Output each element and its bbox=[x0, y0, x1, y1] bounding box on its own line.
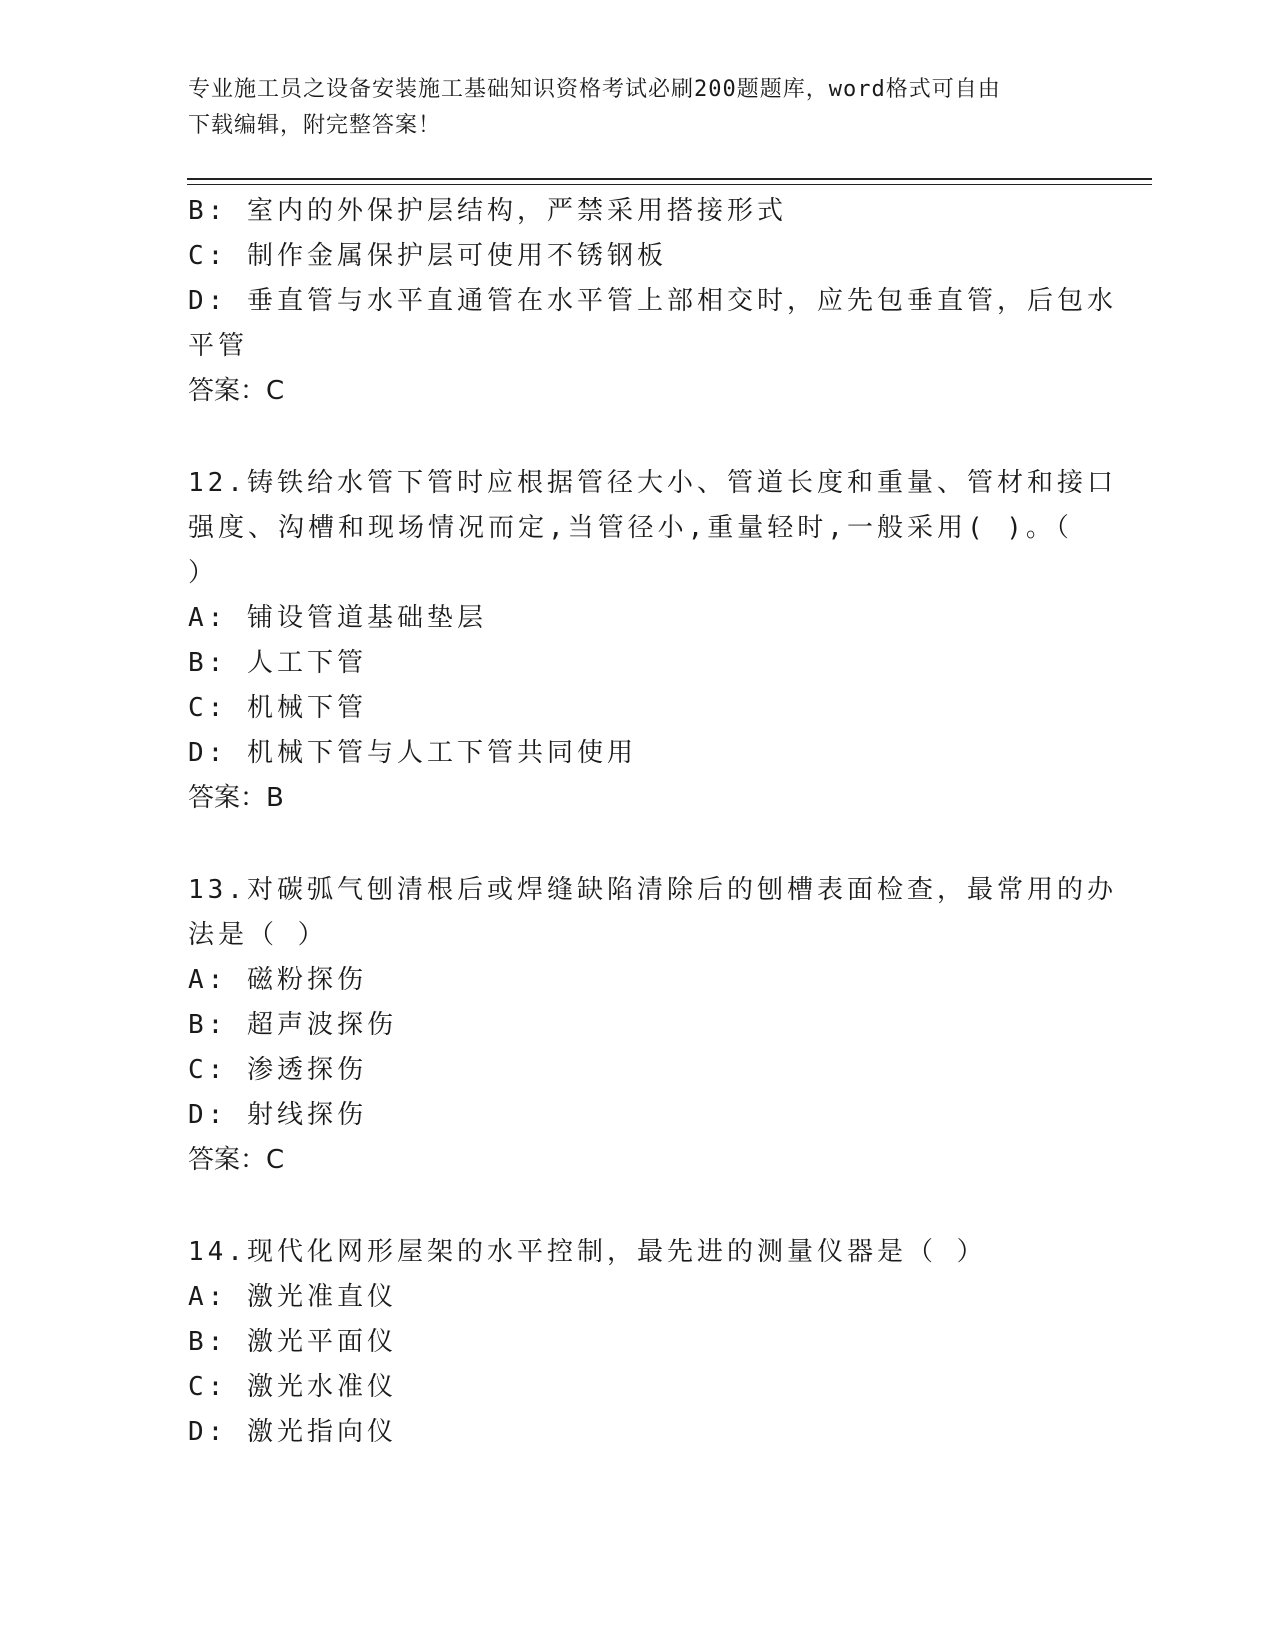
question-13 bbox=[188, 868, 1117, 1183]
spacer bbox=[188, 414, 1088, 461]
answer-label: 答案：C bbox=[188, 1145, 285, 1175]
option-a: A: 激光准直仪 bbox=[188, 1282, 397, 1312]
option-d: D: 激光指向仪 bbox=[188, 1417, 397, 1447]
option-b: B: 室内的外保护层结构，严禁采用搭接形式 bbox=[188, 196, 787, 226]
option-c: C: 渗透探伤 bbox=[188, 1055, 367, 1085]
question-content bbox=[188, 189, 1117, 1455]
answer-label: 答案：C bbox=[188, 376, 285, 406]
option-d: D: 射线探伤 bbox=[188, 1100, 367, 1130]
question-stem-line: 14.现代化网形屋架的水平控制，最先进的测量仪器是（ ） bbox=[188, 1237, 987, 1267]
option-b: B: 人工下管 bbox=[188, 648, 367, 678]
option-b: B: 激光平面仪 bbox=[188, 1327, 397, 1357]
question-stem-line: ） bbox=[188, 558, 219, 588]
option-c: C: 机械下管 bbox=[188, 693, 367, 723]
header-line-1: 专业施工员之设备安装施工基础知识资格考试必刷200题题库，word格式可自由 bbox=[188, 77, 1001, 102]
option-d: D: 垂直管与水平直通管在水平管上部相交时，应先包垂直管，后包水 bbox=[188, 286, 1117, 316]
spacer bbox=[188, 1183, 1088, 1230]
option-a: A: 铺设管道基础垫层 bbox=[188, 603, 487, 633]
header-divider-thin bbox=[187, 184, 1152, 185]
answer-label: 答案：B bbox=[188, 783, 284, 813]
question-stem-line: 13.对碳弧气刨清根后或焊缝缺陷清除后的刨槽表面检查，最常用的办 bbox=[188, 875, 1117, 905]
question-stem-line: 法是（ ） bbox=[188, 920, 328, 950]
option-c: C: 制作金属保护层可使用不锈钢板 bbox=[188, 241, 667, 271]
question-11-continued bbox=[188, 189, 1117, 414]
option-d: D: 机械下管与人工下管共同使用 bbox=[188, 738, 637, 768]
option-c: C: 激光水准仪 bbox=[188, 1372, 397, 1402]
question-stem-line: 12.铸铁给水管下管时应根据管径大小、管道长度和重量、管材和接口 bbox=[188, 468, 1117, 498]
option-d-continued: 平管 bbox=[188, 331, 249, 361]
spacer bbox=[188, 821, 1088, 868]
question-14 bbox=[188, 1230, 1088, 1455]
header-line-2: 下载编辑，附完整答案！ bbox=[188, 113, 442, 138]
question-stem-line: 强度、沟槽和现场情况而定,当管径小,重量轻时,一般采用( )。（ bbox=[188, 513, 1073, 543]
document-header bbox=[188, 72, 1088, 144]
option-a: A: 磁粉探伤 bbox=[188, 965, 367, 995]
header-divider-thick bbox=[187, 178, 1152, 180]
question-12 bbox=[188, 461, 1117, 821]
option-b: B: 超声波探伤 bbox=[188, 1010, 397, 1040]
